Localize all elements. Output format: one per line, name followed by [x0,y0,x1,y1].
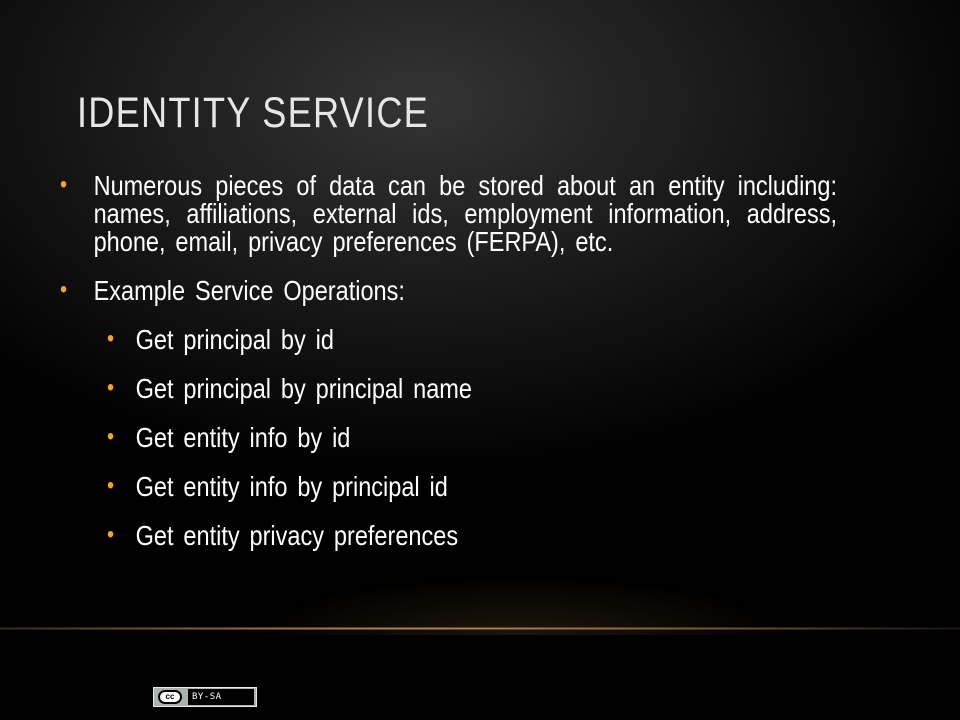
accent-glow [240,575,800,635]
slide-content [60,172,841,571]
bullet-icon: • [107,521,115,548]
bullet-icon: • [107,325,115,352]
bullet-text: Example Service Operations: [93,275,405,306]
operation-text: Get entity info by principal id [135,471,448,502]
bullet-data-stored [60,172,837,256]
bullet-list [60,172,841,550]
operation-text: Get principal by id [135,324,334,355]
bullet-icon: • [107,374,115,401]
bullet-example-operations [60,277,837,305]
sub-bullet-operation [60,326,841,354]
bullet-icon: • [60,171,68,198]
operation-text: Get principal by principal name [135,373,472,404]
license-badge[interactable] [153,687,257,707]
operation-text: Get entity info by id [135,422,351,453]
bullet-text: Numerous pieces of data can be stored about an entity including: names, affiliations, external ids, employment information, address, phone, email, privacy preferences (FERPA), etc. [93,170,838,257]
accent-divider-line [0,627,960,630]
sub-bullet-operation [60,424,841,452]
operation-text: Get entity privacy preferences [135,520,459,551]
bullet-icon: • [107,423,115,450]
creative-commons-icon: cc [158,690,182,704]
bullet-icon: • [107,472,115,499]
bullet-icon: • [60,276,68,303]
slide-title: IDENTITY SERVICE [77,89,430,137]
license-label: BY-SA [188,689,254,705]
sub-bullet-operation [60,522,841,550]
sub-bullet-operation [60,375,841,403]
sub-bullet-operation [60,473,841,501]
